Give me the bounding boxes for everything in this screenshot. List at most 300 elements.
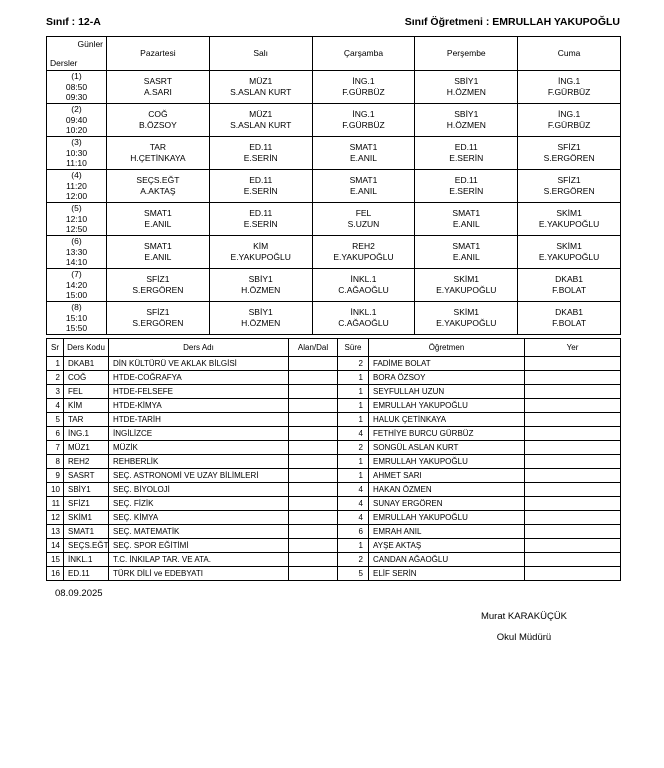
course-code: KİM: [64, 399, 109, 413]
schedule-cell: [107, 71, 210, 104]
course-alan-dal: [289, 385, 338, 399]
day-header: Cuma: [518, 37, 621, 71]
lesson-teacher: B.ÖZSOY: [139, 120, 177, 130]
period-end-time: 12:50: [65, 224, 88, 235]
lesson-code: ED.11: [454, 142, 478, 152]
lesson-code: SFİZ1: [557, 142, 581, 152]
course-name: SEÇ. KİMYA: [109, 511, 289, 525]
schedule-cell: [312, 236, 415, 269]
course-alan-dal: [289, 497, 338, 511]
lesson-code: DKAB1: [555, 274, 584, 284]
schedule-cell: [312, 137, 415, 170]
course-duration: 1: [338, 385, 369, 399]
course-location: [525, 553, 621, 567]
lesson-code: KİM: [253, 241, 269, 251]
schedule-cell: [518, 269, 621, 302]
course-row: [47, 483, 621, 497]
course-column-header: Öğretmen: [369, 339, 525, 357]
course-teacher: AYŞE AKTAŞ: [369, 539, 525, 553]
course-code: SMAT1: [64, 525, 109, 539]
schedule-cell: [107, 203, 210, 236]
course-teacher: EMRULLAH YAKUPOĞLU: [369, 455, 525, 469]
course-duration: 4: [338, 483, 369, 497]
schedule-cell: [209, 71, 312, 104]
course-sr: 5: [47, 413, 64, 427]
schedule-row: [47, 104, 621, 137]
lesson-teacher: E.SERİN: [243, 219, 278, 229]
course-row: [47, 427, 621, 441]
course-location: [525, 525, 621, 539]
course-teacher: HAKAN ÖZMEN: [369, 483, 525, 497]
lesson-teacher: S.ASLAN KURT: [230, 120, 292, 130]
course-duration: 1: [338, 371, 369, 385]
lesson-code: ED.11: [249, 208, 273, 218]
lesson-teacher: F.BOLAT: [552, 318, 587, 328]
course-row: [47, 497, 621, 511]
course-row: [47, 455, 621, 469]
period-time-cell: [47, 137, 107, 170]
lesson-code: REH2: [352, 241, 375, 251]
lesson-teacher: E.SERİN: [449, 153, 484, 163]
schedule-cell: [415, 137, 518, 170]
lesson-teacher: S.ERGÖREN: [543, 186, 595, 196]
course-location: [525, 469, 621, 483]
course-code: SBİY1: [64, 483, 109, 497]
course-sr: 4: [47, 399, 64, 413]
lesson-code: SKİM1: [453, 307, 480, 317]
course-row: [47, 567, 621, 581]
lesson-teacher: E.SERİN: [243, 186, 278, 196]
course-duration: 2: [338, 441, 369, 455]
schedule-cell: [209, 137, 312, 170]
lesson-teacher: A.AKTAŞ: [140, 186, 176, 196]
signature-block: [424, 606, 624, 648]
schedule-cell: [415, 104, 518, 137]
document-header: [46, 16, 620, 28]
period-start-time: 09:40: [65, 114, 88, 125]
lesson-code: SEÇS.EĞT: [136, 175, 180, 185]
course-code: ED.11: [64, 567, 109, 581]
course-column-header: Ders Kodu: [64, 339, 109, 357]
lesson-teacher: E.YAKUPOĞLU: [538, 252, 600, 262]
course-location: [525, 385, 621, 399]
period-end-time: 11:10: [66, 158, 87, 169]
corner-days-label: Günler: [77, 39, 103, 49]
course-list-table: [46, 338, 621, 581]
lesson-teacher: C.AĞAOĞLU: [338, 318, 389, 328]
period-start-time: 14:20: [65, 279, 88, 290]
period-number: (8): [71, 302, 82, 313]
course-location: [525, 357, 621, 371]
lesson-code: İNKL.1: [350, 307, 377, 317]
period-number: (5): [71, 203, 82, 214]
course-row: [47, 525, 621, 539]
course-sr: 8: [47, 455, 64, 469]
course-name: REHBERLİK: [109, 455, 289, 469]
course-code: MÜZ1: [64, 441, 109, 455]
period-start-time: 08:50: [65, 81, 88, 92]
period-end-time: 12:00: [65, 191, 88, 202]
course-sr: 3: [47, 385, 64, 399]
course-duration: 1: [338, 413, 369, 427]
course-name: TÜRK DİLİ ve EDEBYATI: [109, 567, 289, 581]
lesson-teacher: H.ÖZMEN: [241, 318, 281, 328]
course-sr: 2: [47, 371, 64, 385]
course-column-header: Alan/Dal: [289, 339, 338, 357]
course-alan-dal: [289, 469, 338, 483]
schedule-cell: [415, 203, 518, 236]
course-duration: 5: [338, 567, 369, 581]
course-alan-dal: [289, 371, 338, 385]
course-alan-dal: [289, 567, 338, 581]
schedule-cell: [107, 104, 210, 137]
schedule-row: [47, 203, 621, 236]
schedule-cell: [312, 170, 415, 203]
course-code: SKİM1: [64, 511, 109, 525]
schedule-row: [47, 71, 621, 104]
course-duration: 1: [338, 539, 369, 553]
course-row: [47, 385, 621, 399]
course-code: COĞ: [64, 371, 109, 385]
class-label: Sınıf : 12-A: [46, 16, 101, 28]
schedule-cell: [107, 137, 210, 170]
schedule-cell: [518, 203, 621, 236]
course-name: HTDE-KİMYA: [109, 399, 289, 413]
schedule-cell: [312, 203, 415, 236]
lesson-teacher: E.ANIL: [144, 219, 172, 229]
lesson-code: SBİY1: [454, 76, 479, 86]
period-end-time: 15:00: [65, 290, 88, 301]
lesson-teacher: A.SARI: [143, 87, 172, 97]
lesson-teacher: S.ASLAN KURT: [230, 87, 292, 97]
course-name: SEÇ. ASTRONOMİ VE UZAY BİLİMLERİ: [109, 469, 289, 483]
schedule-cell: [415, 269, 518, 302]
course-sr: 9: [47, 469, 64, 483]
course-teacher: CANDAN AĞAOĞLU: [369, 553, 525, 567]
course-code: SFİZ1: [64, 497, 109, 511]
course-alan-dal: [289, 483, 338, 497]
period-number: (7): [71, 269, 82, 280]
lesson-teacher: E.YAKUPOĞLU: [230, 252, 291, 262]
course-sr: 11: [47, 497, 64, 511]
schedule-cell: [209, 269, 312, 302]
schedule-cell: [209, 236, 312, 269]
period-time-cell: [47, 71, 107, 104]
period-number: (3): [71, 137, 82, 148]
day-header: Pazartesi: [107, 37, 210, 71]
course-name: HTDE-FELSEFE: [109, 385, 289, 399]
course-duration: 1: [338, 469, 369, 483]
schedule-header-row: [47, 37, 621, 71]
lesson-code: ED.11: [454, 175, 478, 185]
schedule-cell: [107, 269, 210, 302]
document-date: 08.09.2025: [55, 588, 103, 599]
lesson-code: SMAT1: [349, 175, 378, 185]
course-name: SEÇ. BİYOLOJİ: [109, 483, 289, 497]
period-time-cell: [47, 236, 107, 269]
course-location: [525, 427, 621, 441]
course-alan-dal: [289, 539, 338, 553]
course-name: SEÇ. FİZİK: [109, 497, 289, 511]
lesson-code: SASRT: [143, 76, 172, 86]
lesson-code: FEL: [355, 208, 372, 218]
lesson-code: ED.11: [249, 142, 273, 152]
schedule-cell: [312, 302, 415, 335]
course-duration: 4: [338, 511, 369, 525]
lesson-code: SMAT1: [452, 241, 481, 251]
lesson-teacher: E.YAKUPOĞLU: [333, 252, 394, 262]
period-end-time: 10:20: [65, 125, 88, 136]
course-row: [47, 441, 621, 455]
course-sr: 15: [47, 553, 64, 567]
course-name: MÜZİK: [109, 441, 289, 455]
lesson-code: SBİY1: [454, 109, 479, 119]
lesson-code: SMAT1: [144, 241, 172, 251]
principal-name: Murat KARAKÜÇÜK: [480, 611, 568, 622]
principal-title: Okul Müdürü: [496, 632, 552, 643]
course-name: T.C. İNKILAP TAR. VE ATA.: [109, 553, 289, 567]
course-code: SASRT: [64, 469, 109, 483]
course-alan-dal: [289, 427, 338, 441]
schedule-cell: [209, 170, 312, 203]
schedule-corner-cell: [47, 37, 107, 71]
corner-lessons-label: Dersler: [50, 57, 78, 68]
course-location: [525, 413, 621, 427]
course-location: [525, 441, 621, 455]
schedule-cell: [518, 71, 621, 104]
lesson-code: MÜZ1: [249, 76, 273, 86]
lesson-teacher: E.SERİN: [243, 153, 278, 163]
course-code: TAR: [64, 413, 109, 427]
course-duration: 4: [338, 427, 369, 441]
lesson-teacher: C.AĞAOĞLU: [338, 285, 389, 295]
course-name: SEÇ. MATEMATİK: [109, 525, 289, 539]
lesson-teacher: E.YAKUPOĞLU: [436, 318, 497, 328]
lesson-teacher: E.ANIL: [144, 252, 172, 262]
course-alan-dal: [289, 441, 338, 455]
course-sr: 6: [47, 427, 64, 441]
course-duration: 2: [338, 357, 369, 371]
course-sr: 16: [47, 567, 64, 581]
period-number: (1): [71, 71, 82, 82]
lesson-code: SMAT1: [452, 208, 481, 218]
course-duration: 4: [338, 497, 369, 511]
course-name: DİN KÜLTÜRÜ VE AKLAK BİLGİSİ: [109, 357, 289, 371]
course-row: [47, 469, 621, 483]
course-name: İNGİLİZCE: [109, 427, 289, 441]
schedule-cell: [415, 236, 518, 269]
course-teacher: SEYFULLAH UZUN: [369, 385, 525, 399]
course-location: [525, 511, 621, 525]
schedule-cell: [107, 170, 210, 203]
lesson-teacher: H.ÖZMEN: [241, 285, 281, 295]
lesson-code: İNG.1: [352, 109, 375, 119]
lesson-code: SFİZ1: [146, 274, 170, 284]
course-teacher: SUNAY ERGÖREN: [369, 497, 525, 511]
course-code: İNKL.1: [64, 553, 109, 567]
course-teacher: FADİME BOLAT: [369, 357, 525, 371]
course-sr: 12: [47, 511, 64, 525]
course-location: [525, 371, 621, 385]
schedule-row: [47, 137, 621, 170]
period-start-time: 10:30: [65, 147, 88, 158]
lesson-teacher: F.BOLAT: [552, 285, 587, 295]
lesson-teacher: E.ANIL: [452, 252, 480, 262]
lesson-code: İNKL.1: [350, 274, 377, 284]
course-location: [525, 539, 621, 553]
schedule-cell: [209, 104, 312, 137]
schedule-cell: [415, 71, 518, 104]
period-time-cell: [47, 104, 107, 137]
course-row: [47, 399, 621, 413]
lesson-code: SKİM1: [556, 241, 582, 251]
lesson-teacher: F.GÜRBÜZ: [547, 87, 591, 97]
course-column-header: Ders Adı: [109, 339, 289, 357]
course-name: SEÇ. SPOR EĞİTİMİ: [109, 539, 289, 553]
schedule-cell: [415, 170, 518, 203]
course-name: HTDE-COĞRAFYA: [109, 371, 289, 385]
period-time-cell: [47, 302, 107, 335]
lesson-teacher: S.ERGÖREN: [543, 153, 595, 163]
period-start-time: 12:10: [65, 213, 88, 224]
lesson-teacher: H.ÖZMEN: [446, 87, 486, 97]
course-row: [47, 413, 621, 427]
lesson-code: COĞ: [148, 109, 168, 119]
course-location: [525, 567, 621, 581]
lesson-teacher: E.YAKUPOĞLU: [436, 285, 497, 295]
day-header: Perşembe: [415, 37, 518, 71]
schedule-cell: [312, 269, 415, 302]
lesson-code: SKİM1: [556, 208, 582, 218]
course-code: FEL: [64, 385, 109, 399]
lesson-teacher: E.ANIL: [350, 153, 377, 163]
course-duration: 1: [338, 399, 369, 413]
course-sr: 14: [47, 539, 64, 553]
course-alan-dal: [289, 511, 338, 525]
period-start-time: 11:20: [66, 180, 87, 191]
schedule-cell: [209, 203, 312, 236]
course-teacher: ELİF SERİN: [369, 567, 525, 581]
period-time-cell: [47, 269, 107, 302]
course-row: [47, 357, 621, 371]
schedule-cell: [518, 104, 621, 137]
lesson-code: SFİZ1: [557, 175, 581, 185]
lesson-code: SBİY1: [248, 307, 273, 317]
course-row: [47, 553, 621, 567]
course-location: [525, 399, 621, 413]
lesson-teacher: F.GÜRBÜZ: [342, 120, 385, 130]
lesson-code: İNG.1: [557, 109, 581, 119]
lesson-code: SMAT1: [144, 208, 172, 218]
schedule-cell: [518, 170, 621, 203]
lesson-code: İNG.1: [352, 76, 375, 86]
schedule-cell: [518, 137, 621, 170]
course-alan-dal: [289, 399, 338, 413]
schedule-cell: [312, 71, 415, 104]
period-time-cell: [47, 170, 107, 203]
course-row: [47, 511, 621, 525]
course-code: REH2: [64, 455, 109, 469]
course-duration: 2: [338, 553, 369, 567]
period-time-cell: [47, 203, 107, 236]
lesson-code: DKAB1: [555, 307, 584, 317]
schedule-row: [47, 170, 621, 203]
schedule-cell: [107, 236, 210, 269]
lesson-teacher: E.SERİN: [449, 186, 484, 196]
day-header: Salı: [209, 37, 312, 71]
course-teacher: EMRULLAH YAKUPOĞLU: [369, 399, 525, 413]
course-column-header: Yer: [525, 339, 621, 357]
schedule-row: [47, 236, 621, 269]
period-number: (4): [71, 170, 82, 181]
weekly-schedule-table: [46, 36, 621, 335]
course-code: SEÇS.EĞT: [64, 539, 109, 553]
lesson-teacher: E.YAKUPOĞLU: [538, 219, 600, 229]
course-list-header-row: [47, 339, 621, 357]
schedule-row: [47, 302, 621, 335]
course-alan-dal: [289, 553, 338, 567]
lesson-teacher: S.ERGÖREN: [132, 285, 184, 295]
schedule-cell: [312, 104, 415, 137]
course-teacher: AHMET SARI: [369, 469, 525, 483]
lesson-code: SBİY1: [248, 274, 273, 284]
lesson-teacher: E.ANIL: [452, 219, 480, 229]
course-location: [525, 483, 621, 497]
course-teacher: BORA ÖZSOY: [369, 371, 525, 385]
course-column-header: Süre: [338, 339, 369, 357]
lesson-teacher: S.ERGÖREN: [132, 318, 184, 328]
lesson-teacher: F.GÜRBÜZ: [342, 87, 385, 97]
course-alan-dal: [289, 413, 338, 427]
course-sr: 10: [47, 483, 64, 497]
course-code: İNG.1: [64, 427, 109, 441]
course-teacher: EMRULLAH YAKUPOĞLU: [369, 511, 525, 525]
lesson-code: MÜZ1: [249, 109, 273, 119]
lesson-teacher: F.GÜRBÜZ: [547, 120, 591, 130]
course-alan-dal: [289, 357, 338, 371]
course-row: [47, 371, 621, 385]
course-duration: 6: [338, 525, 369, 539]
period-end-time: 15:50: [65, 323, 88, 334]
period-start-time: 15:10: [65, 312, 88, 323]
course-row: [47, 539, 621, 553]
course-teacher: FETHİYE BURCU GÜRBÜZ: [369, 427, 525, 441]
course-sr: 1: [47, 357, 64, 371]
course-name: HTDE-TARİH: [109, 413, 289, 427]
lesson-code: İNG.1: [557, 76, 581, 86]
day-header: Çarşamba: [312, 37, 415, 71]
course-teacher: SONGÜL ASLAN KURT: [369, 441, 525, 455]
lesson-teacher: H.ÇETİNKAYA: [130, 153, 186, 163]
lesson-teacher: E.ANIL: [350, 186, 377, 196]
course-alan-dal: [289, 525, 338, 539]
period-number: (2): [71, 104, 82, 115]
course-teacher: EMRAH ANIL: [369, 525, 525, 539]
schedule-cell: [415, 302, 518, 335]
lesson-teacher: H.ÖZMEN: [446, 120, 486, 130]
period-start-time: 13:30: [65, 246, 88, 257]
lesson-code: SFİZ1: [146, 307, 170, 317]
lesson-code: ED.11: [249, 175, 273, 185]
course-sr: 7: [47, 441, 64, 455]
course-code: DKAB1: [64, 357, 109, 371]
class-teacher-label: Sınıf Öğretmeni : EMRULLAH YAKUPOĞLU: [404, 16, 620, 28]
period-end-time: 14:10: [65, 257, 88, 268]
lesson-code: TAR: [149, 142, 167, 152]
lesson-code: SKİM1: [453, 274, 480, 284]
schedule-row: [47, 269, 621, 302]
lesson-teacher: S.UZUN: [347, 219, 380, 229]
